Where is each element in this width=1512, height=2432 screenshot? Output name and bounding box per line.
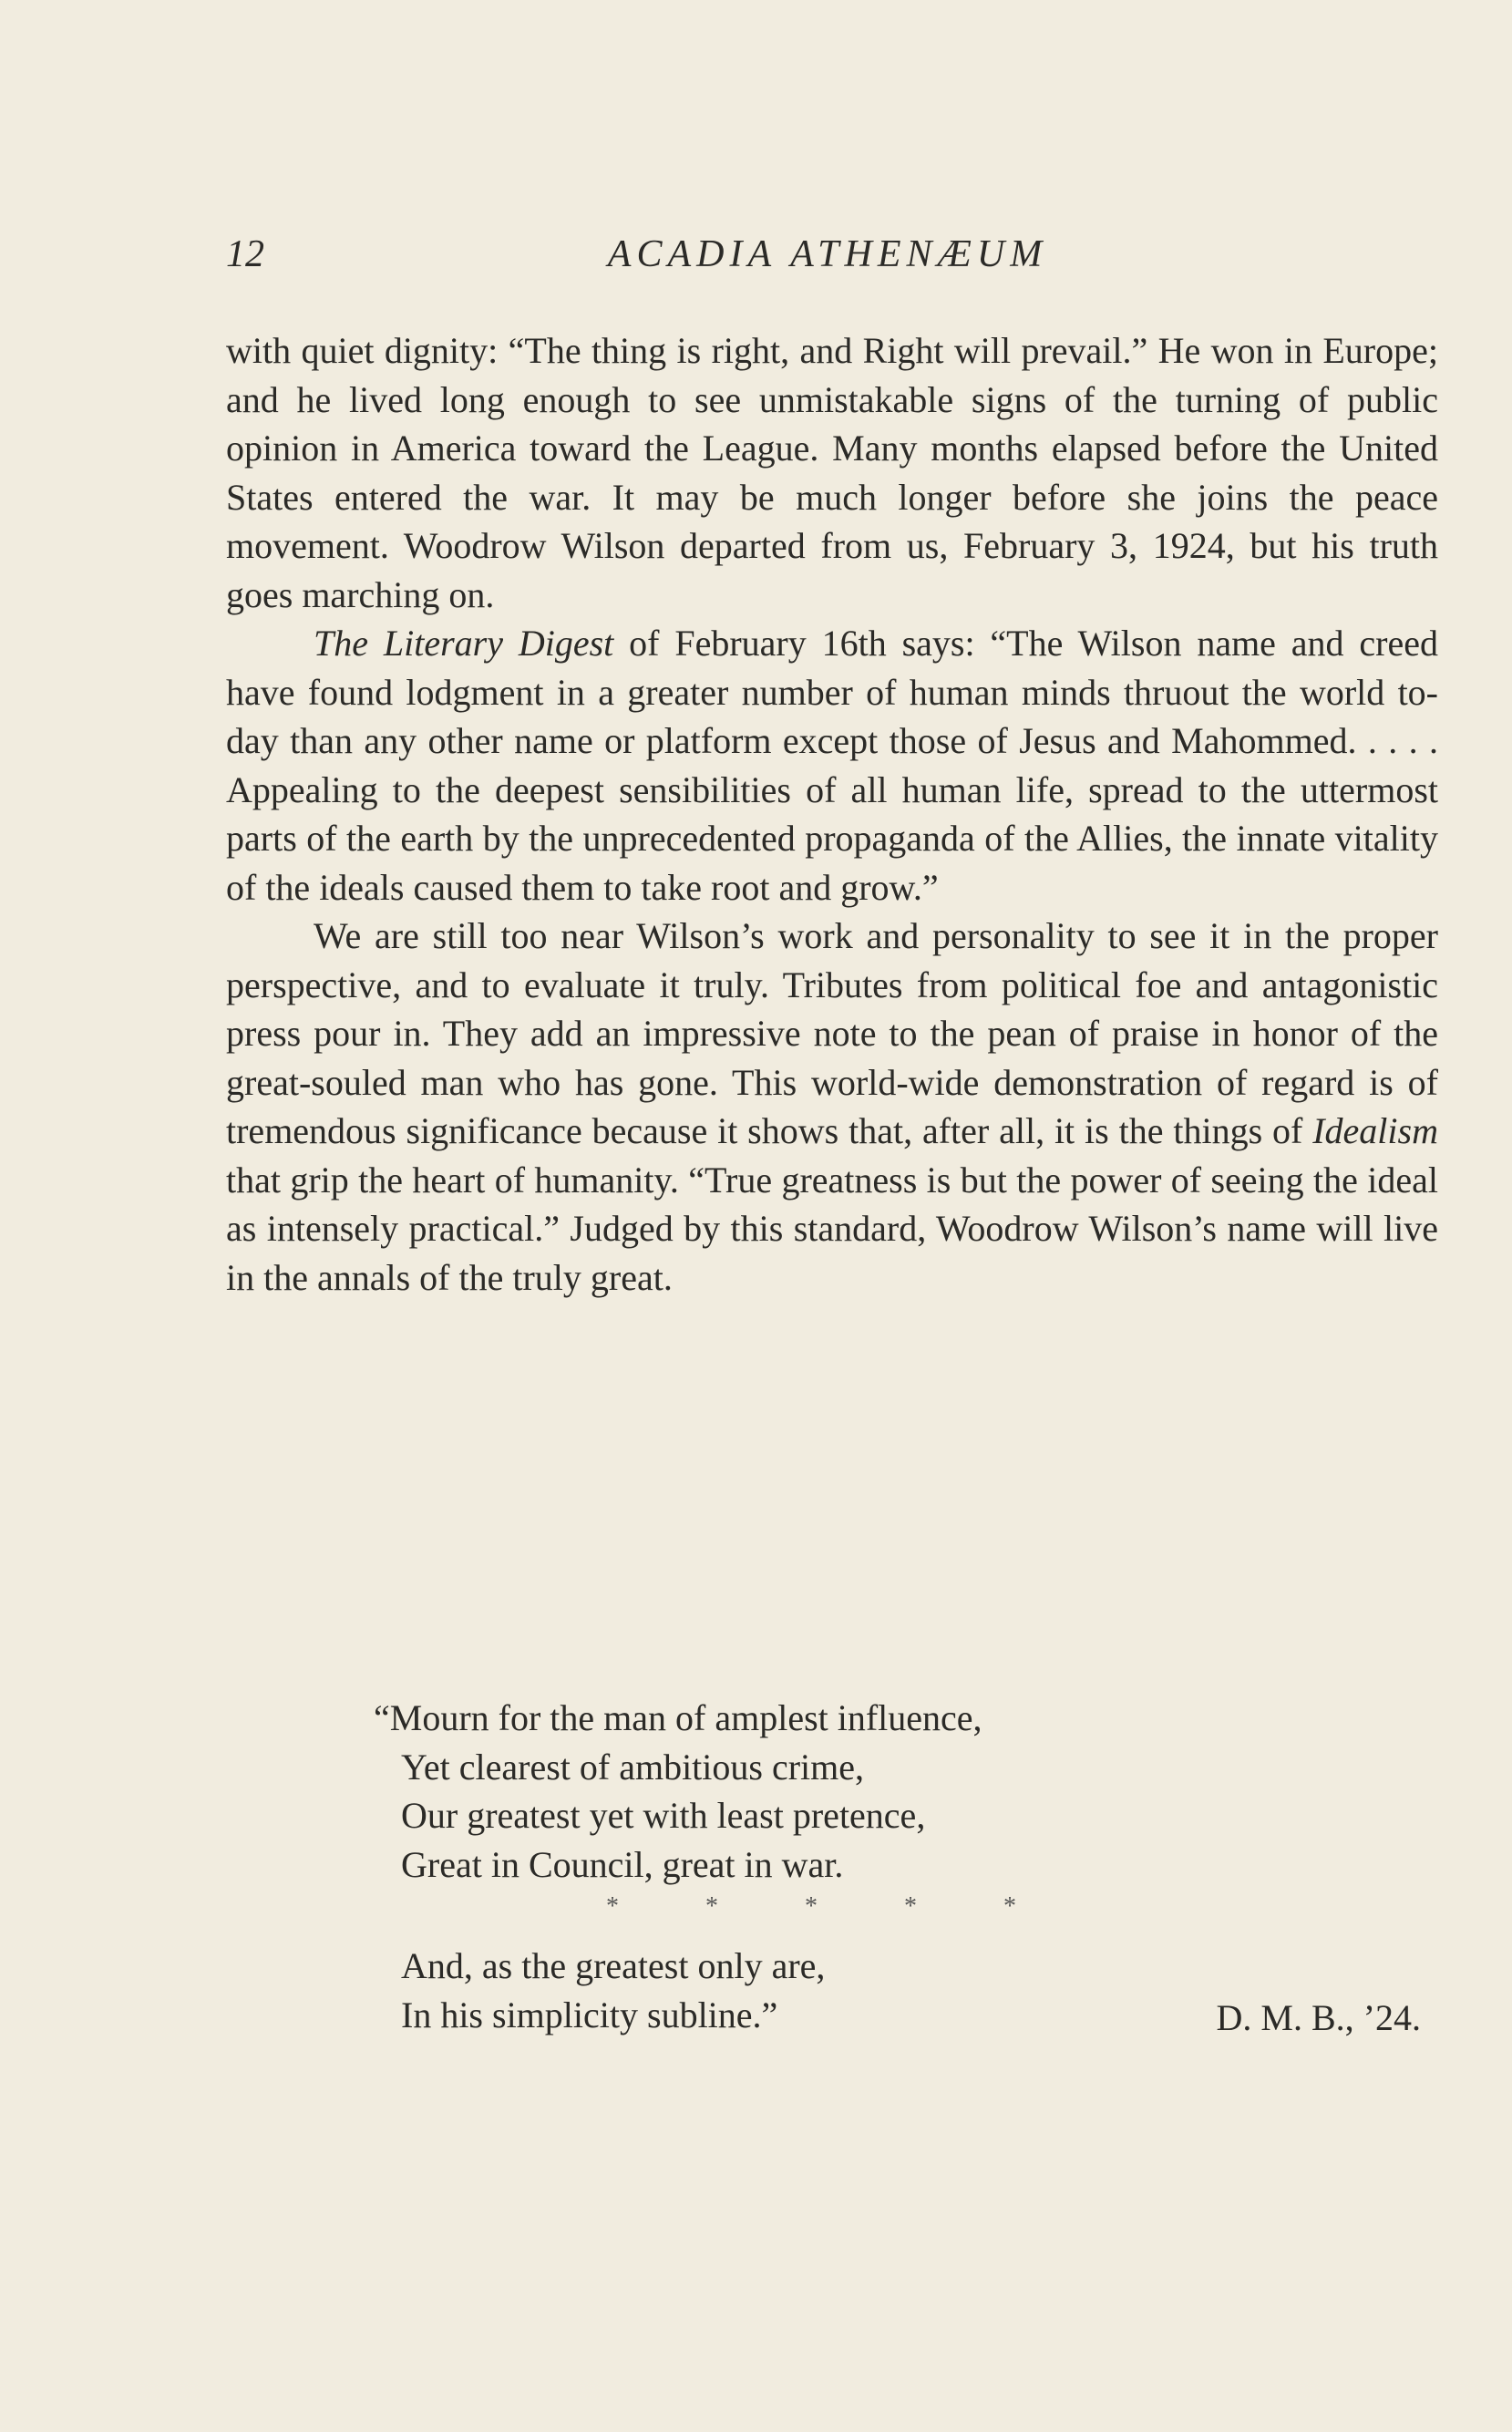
paragraph-1: with quiet dignity: “The thing is right, and Right will prevail.” He won in Europe; and he lived long enough to see unmistakable signs of the turning of public opinion in America toward the League. Many months elapsed before the United States entered the war. It may be much longer before she joins the peace movement. Woodrow Wilson departed from us, February 3, 1924, but his truth goes marching on. [226, 330, 1438, 615]
poem-line-6: In his simplicity subline.” [401, 1994, 778, 2035]
emphasis-idealism: Idealism [1312, 1110, 1438, 1151]
poem-line-5: And, as the greatest only are, [401, 1945, 826, 1986]
poem-line-3: Our greatest yet with least pretence, [401, 1795, 926, 1836]
paragraph-2-text: of February 16th says: “The Wilson name and creed have found lodgment in a greater number of human minds thruout the world to-day than any other name or platform except those of Jesus and Mahommed. . . . . Appealing to the deepest sensibilities of all human life, spread to the uttermost parts of the earth by the unprecedented propaganda of the Allies, the innate vitality of the ideals caused them to take root and grow.” [226, 623, 1439, 908]
running-title: ACADIA ATHENÆUM [607, 233, 1048, 275]
poem-line-4: Great in Council, great in war. [401, 1843, 844, 1885]
poem-separator: * * * * * [606, 1892, 1056, 1921]
poem-quotation [374, 1694, 1440, 2039]
poem-line-1: “Mourn for the man of amplest influence, [374, 1697, 982, 1738]
page-number: 12 [226, 233, 264, 275]
author-signature: D. M. B., ’24. [1216, 1997, 1421, 2038]
paragraph-3-text-end: that grip the heart of humanity. “True greatness is but the power of seeing the ideal as intensely practical.” Judged by this standard, Woodrow Wilson’s name will live in the annals of the truly great. [226, 1159, 1438, 1298]
paragraph-3-text-start: We are still too near Wilson’s work and personality to see it in the proper perspective, and to evaluate it truly. Tributes from political foe and antagonistic press pour in. They add an impressive note to the pean of praise in honor of the great-souled man who has gone. This world-wide demonstration of regard is of tremendous significance because it shows that, after all, it is the things of [226, 915, 1438, 1151]
paragraph-2 [226, 619, 1438, 912]
paragraph-3 [226, 912, 1438, 1302]
page-header [226, 232, 1438, 296]
article-body [226, 326, 1438, 1302]
poem-line-2: Yet clearest of ambitious crime, [401, 1746, 865, 1788]
publication-title: The Literary Digest [314, 623, 614, 664]
